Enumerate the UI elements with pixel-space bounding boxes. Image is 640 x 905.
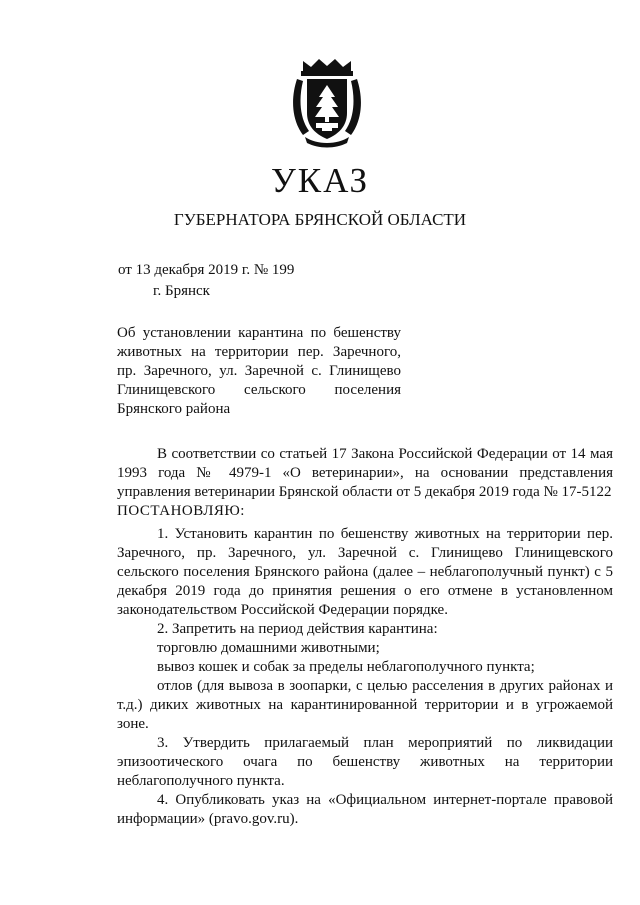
bryansk-coat-of-arms-emblem <box>289 57 365 149</box>
item-paragraph: 1. Установить карантин по бешенству животных на территории пер. Заречного, пр. Заречного, ул. Заречной с. Глинищево Глинищевского сельского поселения Брянского района (далее – неблагополучный пункт) с 5 декабря 2019 года до принятия решения о его отмене в установленном законодательством Российской Федерации порядке. <box>117 526 613 618</box>
city-line: г. Брянск <box>153 283 210 299</box>
item-paragraph: вывоз кошек и собак за пределы неблагополучного пункта; <box>157 659 535 675</box>
document-title: УКАЗ <box>270 161 370 200</box>
item-paragraph: отлов (для вывоза в зоопарки, с целью расселения в других районах и т.д.) диких животных на карантинированной территории и в угрожаемой зоне. <box>117 678 613 732</box>
document-subtitle: ГУБЕРНАТОРА БРЯНСКОЙ ОБЛАСТИ <box>173 210 467 229</box>
decree-body <box>117 445 613 829</box>
item-paragraph: 4. Опубликовать указ на «Официальном интернет-портале правовой информации» (pravo.gov.ru). <box>117 792 613 827</box>
item-paragraph: торговлю домашними животными; <box>157 640 380 656</box>
decree-subject: Об установлении карантина по бешенству животных на территории пер. Заречного, пр. Заречного, ул. Заречной с. Глинищево Глинищевского сельского поселения Брянского района <box>117 325 401 417</box>
item-paragraph: 2. Запретить на период действия карантина: <box>157 621 438 637</box>
item-paragraph: 3. Утвердить прилагаемый план мероприятий по ликвидации эпизоотического очага по бешенству животных на территории неблагополучного пункта. <box>117 735 613 789</box>
date-number-line: от 13 декабря 2019 г. № 199 <box>118 262 295 278</box>
directive-word: ПОСТАНОВЛЯЮ: <box>117 503 245 519</box>
preamble-paragraph: В соответствии со статьей 17 Закона Российской Федерации от 14 мая 1993 года № 4979-1 «О ветеринарии», на основании представления управления ветеринарии Брянской области от 5 декабря 2019 года № 17-5122 <box>117 446 613 500</box>
